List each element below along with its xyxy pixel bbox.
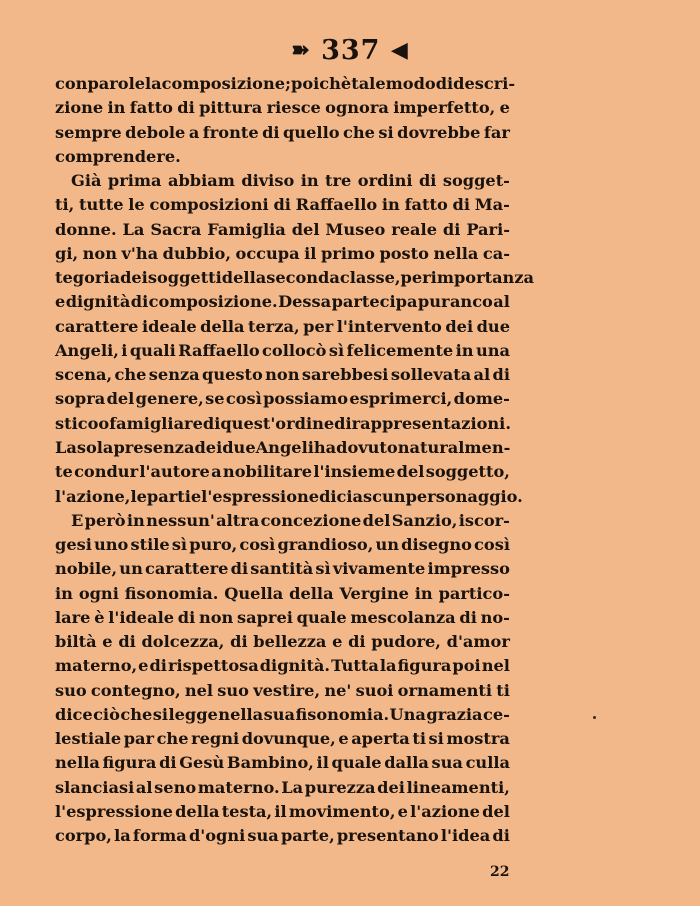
text-line: E però in nessun' altra concezione del Sanzio, iscor- [71, 510, 510, 530]
ink-speck [593, 716, 596, 719]
text-line: sempre debole a fronte di quello che si dovrebbe far [55, 122, 510, 142]
body-text [55, 72, 535, 849]
text-line: scena, che senza questo non sarebbesi sollevata al di [55, 365, 510, 385]
text-line: in ogni fisonomia. Quella della Vergine in partico- [55, 583, 510, 603]
text-line: slanciasi al seno materno. La purezza dei lineamenti, [55, 777, 510, 797]
page-header [0, 34, 700, 67]
text-line: con parole la composizione; poichè tale modo di descri- [55, 74, 516, 93]
text-line: te condur l'autore a nobilitare l'insieme del soggetto, [55, 462, 510, 482]
text-line: donne. La Sacra Famiglia del Museo reale di Pari- [55, 219, 510, 239]
text-line: lare è l'ideale di non saprei quale mescolanza di no- [55, 607, 510, 627]
text-line: gesi uno stile sì puro, così grandioso, un disegno così [55, 535, 510, 555]
text-line: lestiale par che regni dovunque, e aperta ti si mostra [55, 729, 510, 749]
text-line: e dignità di composizione. Dessa partecipa pur anco al [55, 292, 510, 312]
text-line: suo contegno, nel suo vestire, ne' suoi ornamenti ti [55, 680, 510, 700]
page-number: 337 [321, 35, 381, 66]
text-line: tegoria dei soggetti della seconda classe, per importanza [55, 268, 535, 288]
text-line: nobile, un carattere di santità sì vivamente impresso [55, 559, 510, 579]
text-line: sopra del genere, se così possiamo esprimerci, dome- [55, 389, 510, 409]
text-line: Già prima abbiam diviso in tre ordini di sogget- [71, 171, 510, 191]
text-line: dice ciò che si legge nella sua fisonomia. Una grazia ce- [55, 704, 510, 724]
text-line: comprendere. [55, 146, 181, 166]
text-line: ti, tutte le composizioni di Raffaello in fatto di Ma- [55, 195, 510, 215]
right-ornament-icon: ◀ [390, 37, 409, 63]
left-ornament-icon: ➽ [291, 37, 311, 63]
text-line: stico o famigliare di quest' ordine di rappresentazioni. [55, 413, 511, 433]
text-line: nella figura di Gesù Bambino, il quale dalla sua culla [55, 753, 510, 773]
text-line: carattere ideale della terza, per l'intervento dei due [55, 316, 510, 336]
text-line: Angeli, i quali Raffaello collocò sì felicemente in una [55, 340, 510, 360]
text-line: l'azione, le parti e l'espressione di ciascun personaggio. [55, 486, 523, 506]
text-line: corpo, la forma d'ogni sua parte, presentano l'idea di [55, 826, 510, 846]
signature-mark: 22 [490, 864, 510, 880]
text-line: gi, non v'ha dubbio, occupa il primo posto nella ca- [55, 243, 510, 263]
text-line: La sola presenza dei due Angeli ha dovuto naturalmen- [55, 437, 511, 457]
text-line: l'espressione della testa, il movimento, e l'azione del [55, 801, 510, 821]
text-line: zione in fatto di pittura riesce ognora imperfetto, e [55, 98, 510, 118]
text-line: biltà e di dolcezza, di bellezza e di pudore, d'amor [55, 632, 510, 652]
text-line: materno, e di rispettosa dignità. Tutta la figura poi nel [55, 656, 510, 676]
